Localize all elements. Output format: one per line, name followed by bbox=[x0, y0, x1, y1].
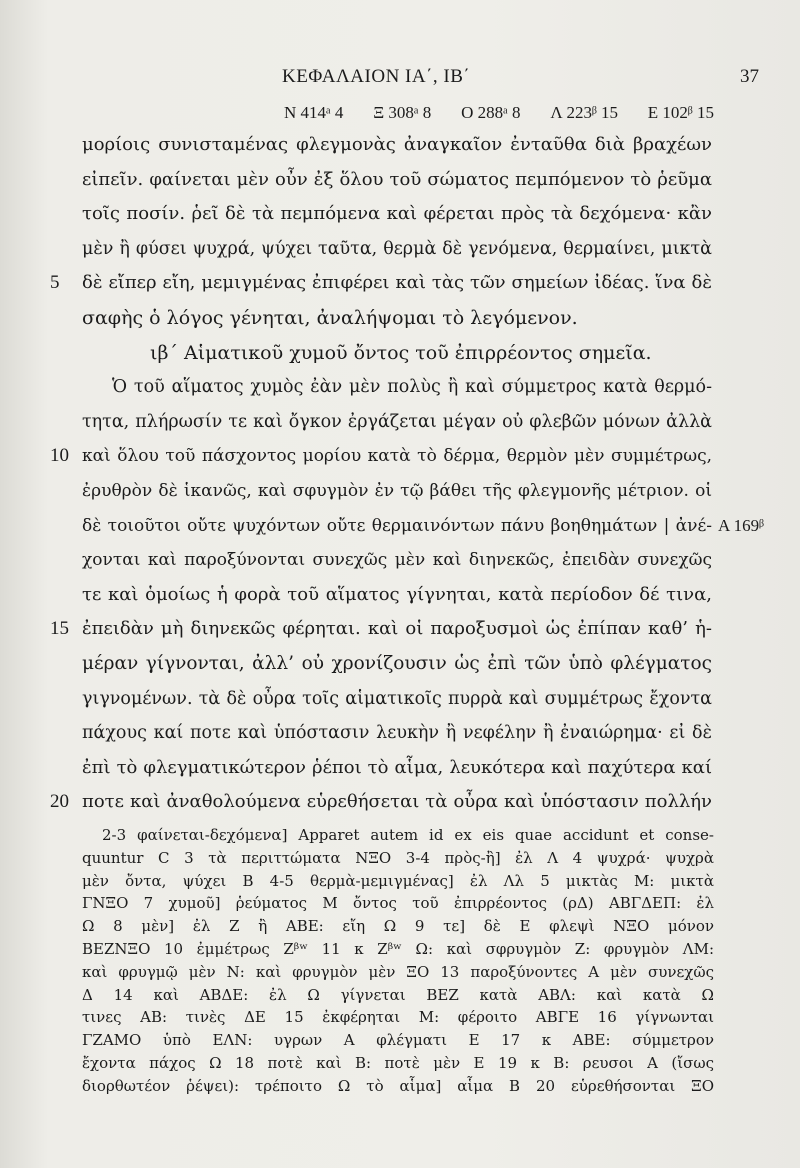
text-line: τε καὶ ὁμοίως ἡ φορὰ τοῦ αἵματος γίγνηται, κατὰ περίοδον δέ τινα, bbox=[82, 583, 712, 605]
text-line: δὲ τοιοῦτοι οὔτε ψυχόντων οὔτε θερμαινόντων πάνυ βοηθημάτων | ἀνέ- bbox=[82, 515, 712, 536]
text-line: μὲν ἢ φύσει ψυχρά, ψύχει ταῦτα, θερμὰ δὲ γενόμενα, θερμαίνει, μικτὰ bbox=[82, 238, 712, 259]
section-heading: ιβ΄ Αἱματικοῦ χυμοῦ ὄντος τοῦ ἐπιρρέοντος σημεῖα. bbox=[150, 341, 652, 364]
apparatus-line: ἔχοντα πάχος Ω 18 ποτὲ καὶ Β: ποτὲ μὲν Ε 19 κ Β: ρευσοι Α (ἴσως bbox=[82, 1053, 714, 1072]
apparatus-line: quuntur C 3 τὰ περιττώματα ΝΞΟ 3-4 πρὸς-ἢ] ἐλ Λ 4 ψυχρά· ψυχρὰ bbox=[82, 848, 714, 867]
siglum: N 414ᵃ 4 bbox=[284, 103, 344, 122]
apparatus-line: 2-3 φαίνεται-δεχόμενα] Apparet autem id ex eis quae accidunt et conse- bbox=[102, 826, 714, 844]
chapter-title: ΚΕΦΑΛΑΙΟΝ ΙΑ΄, ΙΒ΄ bbox=[282, 66, 471, 87]
apparatus-line: Δ 14 καὶ ΑΒΔΕ: ἐλ Ω γίγνεται ΒΕΖ κατὰ ΑΒΛ: καὶ κατὰ Ω bbox=[82, 985, 714, 1004]
running-header bbox=[0, 66, 800, 96]
apparatus-line: μὲν ὄντα, ψύχει Β 4-5 θερμὰ-μεμιγμένας] ἐλ Λλ 5 μικτὰς Μ: μικτὰ bbox=[82, 871, 714, 890]
apparatus-line: διορθωτέον ῥέψει): τρέποιτο Ω τὸ αἷμα] αἷμα Β 20 εὑρεθήσονται ΞΟ bbox=[82, 1076, 714, 1095]
apparatus-line: Ω 8 μὲν] ἐλ Ζ ἢ ΑΒΕ: εἴη Ω 9 τε] δὲ Ε φλεψὶ ΝΞΟ μόνον bbox=[82, 917, 714, 936]
text-line: ἐπειδὰν μὴ διηνεκῶς φέρηται. καὶ οἱ παροξυσμοὶ ὡς ἐπίπαν καθ’ ἡ- bbox=[82, 618, 712, 640]
apparatus-line: καὶ φρυγμῷ μὲν Ν: καὶ φρυγμὸν μὲν ΞΟ 13 παροξύνοντες Α μὲν συνεχῶς bbox=[82, 962, 714, 981]
apparatus-line: τινες ΑΒ: τινὲς ΔΕ 15 ἐκφέρηται Μ: φέροιτο ΑΒΓΕ 16 γίγνωνται bbox=[82, 1008, 714, 1027]
text-line: ἐπὶ τὸ φλεγματικώτερον ῥέποι τὸ αἷμα, λευκότερα καὶ παχύτερα καί bbox=[82, 756, 712, 778]
text-line: δὲ εἴπερ εἴη, μεμιγμένας ἐπιφέρει καὶ τὰς τῶν σημείων ἰδέας. ἵνα δὲ bbox=[82, 272, 712, 294]
text-line: μορίοις συνισταμένας φλεγμονὰς ἀναγκαῖον ἐνταῦθα διὰ βραχέων bbox=[82, 134, 712, 155]
text-line: εἰπεῖν. φαίνεται μὲν οὖν ἐξ ὅλου τοῦ σώματος πεμπόμενον τὸ ῥεῦμα bbox=[82, 168, 712, 190]
critical-apparatus bbox=[82, 824, 714, 1098]
text-line: Ὁ τοῦ αἵματος χυμὸς ἐὰν μὲν πολὺς ἢ καὶ σύμμετρος κατὰ θερμό- bbox=[112, 377, 712, 398]
line-number: 15 bbox=[50, 618, 69, 640]
text-line: μέραν γίγνονται, ἀλλ’ οὐ χρονίζουσιν ὡς ἐπὶ τῶν ὑπὸ φλέγματος bbox=[82, 652, 712, 674]
text-line: ἐρυθρὸν δὲ ἱκανῶς, καὶ σφυγμὸν ἐν τῷ βάθει τῆς φλεγμονῆς μέτριον. οἱ bbox=[82, 480, 712, 501]
manuscript-sigla bbox=[284, 103, 714, 123]
apparatus-line: ΓΖΑΜΟ ὑπὸ ΕΛΝ: υγρων Α φλέγματι Ε 17 κ ΑΒΕ: σύμμετρον bbox=[82, 1031, 714, 1050]
text-line: τητα, πλήρωσίν τε καὶ ὄγκον ἐργάζεται μέγαν οὐ φλεβῶν μόνων ἀλλὰ bbox=[82, 411, 712, 432]
line-number: 5 bbox=[50, 272, 60, 294]
line-number: 10 bbox=[50, 445, 69, 467]
siglum: Ξ 308ᵃ 8 bbox=[373, 103, 432, 122]
apparatus-line: ΓΝΞΟ 7 χυμοῦ] ῥεύματος Μ ὄντος τοῦ ἐπιρρέοντος (ρΔ) ΑΒΓΔΕΠ: ἐλ bbox=[82, 894, 714, 913]
text-line: τοῖς ποσίν. ῥεῖ δὲ τὰ πεμπόμενα καὶ φέρεται πρὸς τὰ δεχόμενα· κἂν bbox=[82, 203, 712, 225]
text-line: χονται καὶ παροξύνονται συνεχῶς μὲν καὶ διηνεκῶς, ἐπειδὰν συνεχῶς bbox=[82, 550, 712, 571]
line-number: 20 bbox=[50, 791, 69, 813]
apparatus-line: ΒΕΖΝΞΟ 10 ἐμμέτρως Ζᵝʷ 11 κ Ζᵝʷ Ω: καὶ σφρυγμὸν Ζ: φρυγμὸν ΛΜ: bbox=[82, 939, 714, 958]
main-text bbox=[82, 128, 712, 820]
page-number: 37 bbox=[740, 66, 759, 87]
text-line: καὶ ὅλου τοῦ πάσχοντος μορίου κατὰ τὸ δέρμα, θερμὸν μὲν συμμέτρως, bbox=[82, 446, 712, 467]
text-line: πάχους καί ποτε καὶ ὑπόστασιν λευκὴν ἢ νεφέλην ἢ ἐναιώρημα· εἰ δὲ bbox=[82, 723, 712, 744]
siglum: O 288ᵃ 8 bbox=[461, 103, 521, 122]
text-line: σαφὴς ὁ λόγος γένηται, ἀναλήψομαι τὸ λεγόμενον. bbox=[82, 306, 578, 329]
margin-reference: A 169ᵝ bbox=[718, 515, 764, 535]
text-line: γιγνομένων. τὰ δὲ οὖρα τοῖς αἱματικοῖς πυρρὰ καὶ συμμέτρως ἔχοντα bbox=[82, 688, 712, 709]
text-line: ποτε καὶ ἀναθολούμενα εὑρεθήσεται τὰ οὖρα καὶ ὑπόστασιν πολλήν bbox=[82, 791, 712, 813]
siglum: Λ 223ᵝ 15 bbox=[550, 103, 618, 122]
siglum: E 102ᵝ 15 bbox=[647, 103, 714, 122]
